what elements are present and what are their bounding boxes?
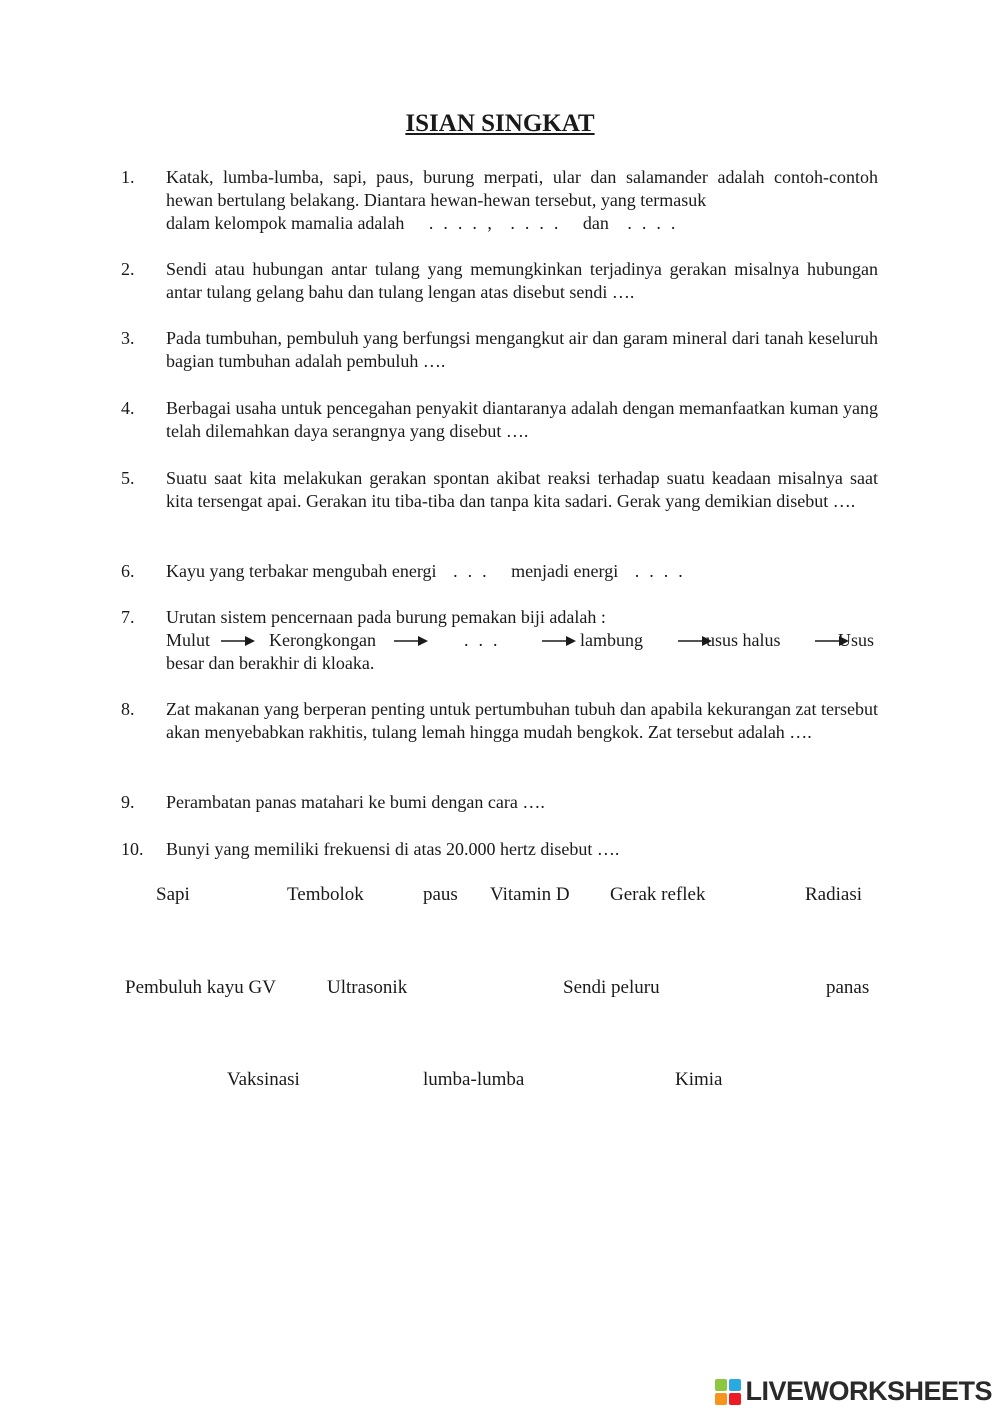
answer-word[interactable]: Ultrasonik: [327, 977, 408, 998]
question-text-part: menjadi energi: [511, 561, 619, 581]
question-number: 2.: [121, 259, 135, 279]
blank-dots: ....: [428, 213, 487, 233]
question-number: 7.: [121, 607, 135, 627]
question-number: 8.: [121, 699, 135, 719]
arrow-right-icon: [542, 634, 576, 648]
question-text: Urutan sistem pencernaan pada burung pemakan biji adalah :: [166, 607, 606, 627]
question-text-part: dan: [582, 213, 609, 233]
answer-word[interactable]: Vaksinasi: [227, 1069, 300, 1090]
logo-square: [715, 1393, 727, 1405]
question-line: [166, 212, 685, 235]
question-text: Bunyi yang memiliki frekuensi di atas 20.000 hertz disebut ….: [166, 839, 620, 859]
answer-word[interactable]: Gerak reflek: [610, 884, 706, 905]
answer-word[interactable]: Pembuluh kayu GV: [125, 977, 276, 998]
question-line: [166, 560, 693, 583]
logo-square: [729, 1393, 741, 1405]
question-number: 3.: [121, 328, 135, 348]
answer-word[interactable]: lumba-lumba: [423, 1069, 525, 1090]
question-number: 9.: [121, 792, 135, 812]
question-text: Suatu saat kita melakukan gerakan spontan akibat reaksi terhadap suatu keadaan misalnya saat kita tersengat apai. Gerakan itu tiba-tiba dan tanpa kita sadari. Gerak yang demikian disebut ….: [166, 468, 878, 511]
question-text: Zat makanan yang berperan penting untuk pertumbuhan tubuh dan apabila kekurangan zat tersebut akan menyebabkan rakhitis, tulang lemah hingga mudah bengkok. Zat tersebut adalah ….: [166, 699, 878, 742]
blank-dots: ....: [634, 561, 693, 581]
blank-dots: ...: [453, 561, 497, 581]
question-text: Perambatan panas matahari ke bumi dengan cara ….: [166, 792, 545, 812]
logo-mark-icon: [715, 1379, 741, 1405]
question-text: Berbagai usaha untuk pencegahan penyakit diantaranya adalah dengan memanfaatkan kuman yang telah dilemahkan daya serangnya yang disebut ….: [166, 398, 878, 441]
logo-text: LIVEWORKSHEETS: [745, 1376, 992, 1406]
sequence-item: Kerongkongan: [269, 630, 376, 650]
sequence-item: usus halus: [706, 630, 781, 650]
sequence-item: Usus: [838, 630, 875, 650]
sequence-item: lambung: [580, 630, 643, 650]
blank-dots: ....: [510, 213, 569, 233]
question-text-part: Kayu yang terbakar mengubah energi: [166, 561, 437, 581]
answer-word[interactable]: Tembolok: [287, 884, 364, 905]
comma: ,: [487, 213, 492, 233]
blank-dots: ....: [627, 213, 686, 233]
question-number: 6.: [121, 561, 135, 581]
page-title: ISIAN SINGKAT: [405, 110, 595, 137]
question-text: besar dan berakhir di kloaka.: [166, 653, 375, 673]
arrow-right-icon: [221, 634, 255, 648]
question-text: Sendi atau hubungan antar tulang yang memungkinkan terjadinya gerakan misalnya hubungan antar tulang gelang bahu dan tulang lengan atas disebut sendi ….: [166, 259, 878, 302]
answer-word[interactable]: Vitamin D: [490, 884, 570, 905]
question-text-part: dalam kelompok mamalia adalah: [166, 213, 405, 233]
question-number: 1.: [121, 167, 135, 187]
blank-dots: ...: [464, 630, 508, 650]
liveworksheets-logo[interactable]: [715, 1376, 992, 1407]
question-text: Pada tumbuhan, pembuluh yang berfungsi mengangkut air dan garam mineral dari tanah keseluruh bagian tumbuhan adalah pembuluh ….: [166, 328, 878, 371]
sequence-item: Mulut: [166, 630, 211, 650]
arrow-right-icon: [394, 634, 428, 648]
logo-square: [729, 1379, 741, 1391]
answer-word[interactable]: Radiasi: [805, 884, 862, 905]
answer-word[interactable]: Sendi peluru: [563, 977, 660, 998]
answer-word[interactable]: panas: [826, 977, 870, 998]
logo-square: [715, 1379, 727, 1391]
question-text: Katak, lumba-lumba, sapi, paus, burung merpati, ular dan salamander adalah contoh-contoh hewan bertulang belakang. Diantara hewan-hewan tersebut, yang termasuk: [166, 167, 878, 210]
question-number: 5.: [121, 468, 135, 488]
question-number: 4.: [121, 398, 135, 418]
answer-word[interactable]: Kimia: [675, 1069, 723, 1090]
answer-word[interactable]: Sapi: [156, 884, 190, 905]
answer-word[interactable]: paus: [423, 884, 458, 905]
question-number: 10.: [121, 839, 144, 859]
